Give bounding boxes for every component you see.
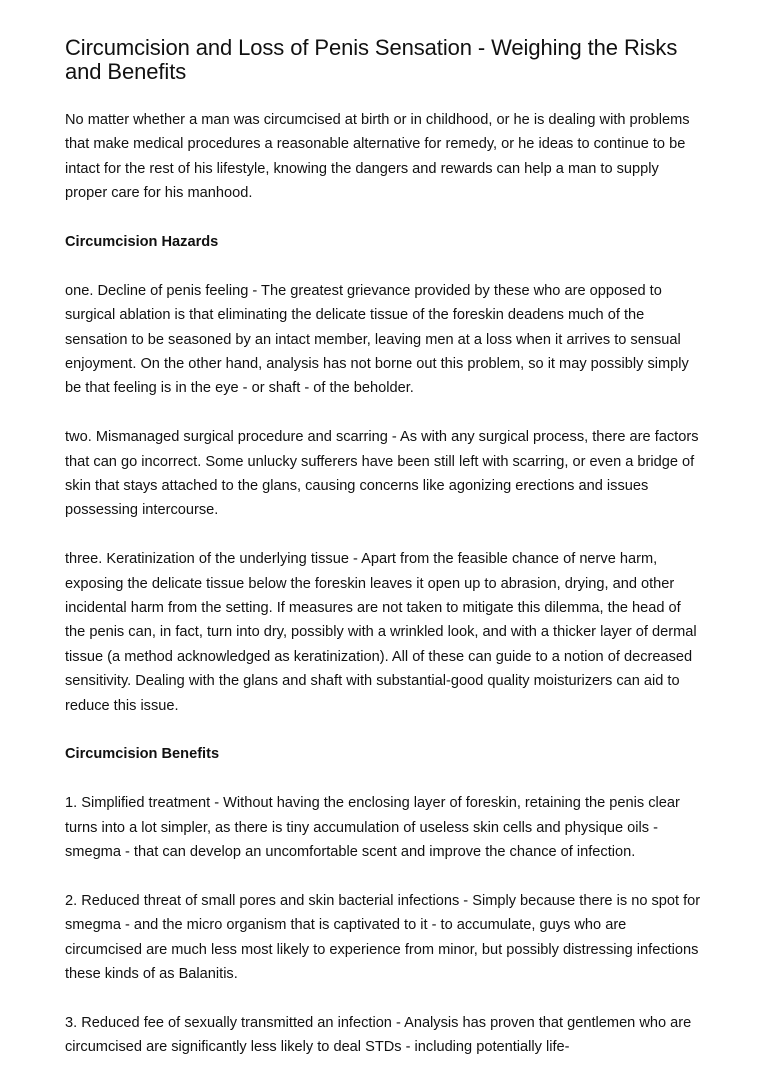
hazards-heading: Circumcision Hazards — [65, 234, 219, 251]
hazard-paragraph: two. Mismanaged surgical procedure and scarring - As with any surgical process, there are factors that can go incorrect. Some unlucky sufferers have been still left with scarring, or even a bridge of skin that stays attached to the glans, causing concerns like agonizing erections and issues possessing intercourse. — [65, 429, 699, 519]
hazard-paragraph: three. Keratinization of the underlying tissue - Apart from the feasible chance of nerve harm, exposing the delicate tissue below the foreskin leaves it open up to abrasion, drying, and other incidental harm from the setting. If measures are not taken to mitigate this dilemma, the head of the penis can, in fact, turn into dry, possibly with a wrinkled look, and with a thicker layer of dermal tissue (a method acknowledged as keratinization). All of these can guide to a notion of decreased sensitivity. Dealing with the glans and shaft with substantial-good quality moisturizers can aid to reduce this issue. — [65, 551, 697, 714]
benefit-paragraph: 2. Reduced threat of small pores and skin bacterial infections - Simply because there is no spot for smegma - and the micro organism that is captivated to it - to accumulate, guys who are circumcised are much less most likely to experience from minor, but possibly distressing infections these kinds of as Balanitis. — [65, 892, 701, 983]
document-title: Circumcision and Loss of Penis Sensation - Weighing the Risks and Benefits — [65, 35, 678, 84]
hazard-paragraph: one. Decline of penis feeling - The greatest grievance provided by these who are opposed to surgical ablation is that eliminating the delicate tissue of the foreskin deadens much of the sensation to be seasoned by an intact member, leaving men at a loss when it arrives to sensual enjoyment. On the other hand, analysis has not borne out this problem, so it may possibly simply be that feeling is in the eye - or shaft - of the beholder. — [65, 282, 689, 397]
benefits-heading: Circumcision Benefits — [65, 746, 220, 763]
benefit-paragraph: 1. Simplified treatment - Without having the enclosing layer of foreskin, retaining the penis clear turns into a lot simpler, as there is tiny accumulation of useless skin cells and physique oils - smegma - that can develop an uncomfortable scent and improve the chance of infection. — [65, 795, 680, 861]
benefit-paragraph: 3. Reduced fee of sexually transmitted an infection - Analysis has proven that gentlemen who are circumcised are significantly less likely to deal STDs - including potentially life- — [65, 1014, 692, 1056]
intro-paragraph: No matter whether a man was circumcised at birth or in childhood, or he is dealing with problems that make medical procedures a reasonable alternative for remedy, or he ideas to continue to be intact for the rest of his lifestyle, knowing the dangers and rewards can help a man to supply proper care for his manhood. — [65, 112, 690, 202]
